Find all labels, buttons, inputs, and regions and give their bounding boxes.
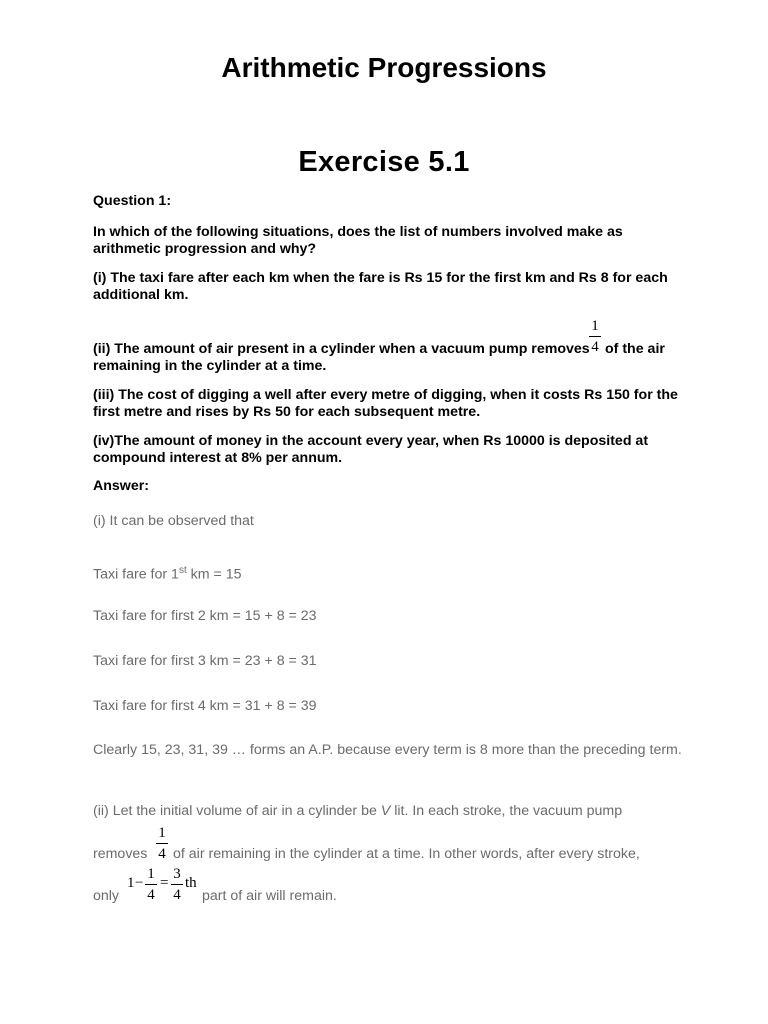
answer-fare-2: Taxi fare for first 2 km = 15 + 8 = 23 — [93, 608, 317, 624]
fare-1-rest: km = 15 — [186, 566, 242, 583]
page-title: Arithmetic Progressions — [221, 52, 547, 83]
answer-fare-3: Taxi fare for first 3 km = 23 + 8 = 31 — [93, 653, 317, 669]
answer-clearly: Clearly 15, 23, 31, 39 … forms an A.P. because every term is 8 more than the preceding term. — [93, 742, 682, 758]
equation-one: 1 — [127, 875, 135, 891]
fare-1-text: Taxi fare for 1 — [93, 566, 179, 583]
question-part-iii: (iii) The cost of digging a well after every metre of digging, when it costs Rs 150 for the first metre and rises by Rs 50 for each subsequent metre. — [93, 387, 678, 420]
equation-th: th — [185, 875, 197, 891]
fraction-denominator: 4 — [591, 339, 599, 355]
fraction-bar — [145, 884, 157, 885]
fraction-denominator: 4 — [173, 887, 181, 903]
answer-part-ii-end: lit. In each stroke, the vacuum pump — [390, 803, 623, 819]
answer-only-word: only — [93, 888, 120, 904]
question-part-ii-line2: remaining in the cylinder at a time. — [93, 358, 327, 374]
question-label: Question 1: — [93, 193, 172, 209]
answer-fare-4: Taxi fare for first 4 km = 31 + 8 = 39 — [93, 698, 317, 714]
fraction-numerator: 1 — [591, 318, 599, 334]
fraction-one-quarter — [589, 318, 601, 355]
question-intro: In which of the following situations, does the list of numbers involved make as arithmetic progression and why? — [93, 224, 623, 257]
fraction-denominator: 4 — [147, 887, 155, 903]
answer-fare-1 — [93, 562, 683, 584]
answer-only-rest: part of air will remain. — [202, 888, 337, 904]
fare-1-superscript: st — [178, 565, 187, 576]
fraction-numerator: 1 — [147, 866, 155, 882]
answer-part-ii — [93, 803, 683, 820]
fraction-one-quarter-eq — [145, 866, 157, 903]
fraction-numerator: 1 — [158, 825, 166, 841]
question-part-ii-end: of the air — [605, 341, 665, 357]
question-part-ii-start: (ii) The amount of air present in a cylinder when a vacuum pump removes — [93, 341, 590, 357]
equation-minus: − — [135, 875, 144, 891]
fraction-one-quarter-answer — [156, 825, 168, 862]
question-part-iv: (iv)The amount of money in the account every year, when Rs 10000 is deposited at compound interest at 8% per annum. — [93, 433, 649, 466]
answer-removes-word: removes — [93, 846, 148, 862]
fraction-bar — [589, 336, 601, 337]
answer-part-ii-start: (ii) Let the initial volume of air in a cylinder be — [93, 803, 381, 819]
volume-variable: V — [380, 803, 391, 819]
fraction-three-quarters — [171, 866, 183, 903]
exercise-heading: Exercise 5.1 — [298, 146, 470, 178]
fraction-denominator: 4 — [158, 846, 166, 862]
fraction-bar — [156, 843, 168, 844]
answer-observe: (i) It can be observed that — [93, 513, 254, 529]
fraction-numerator: 3 — [173, 866, 181, 882]
equation-equals: = — [160, 875, 169, 891]
question-part-i: (i) The taxi fare after each km when the fare is Rs 15 for the first km and Rs 8 for each additional km. — [93, 270, 668, 303]
fraction-bar — [171, 884, 183, 885]
answer-label: Answer: — [93, 478, 149, 494]
answer-removes-rest: of air remaining in the cylinder at a time. In other words, after every stroke, — [173, 846, 640, 862]
